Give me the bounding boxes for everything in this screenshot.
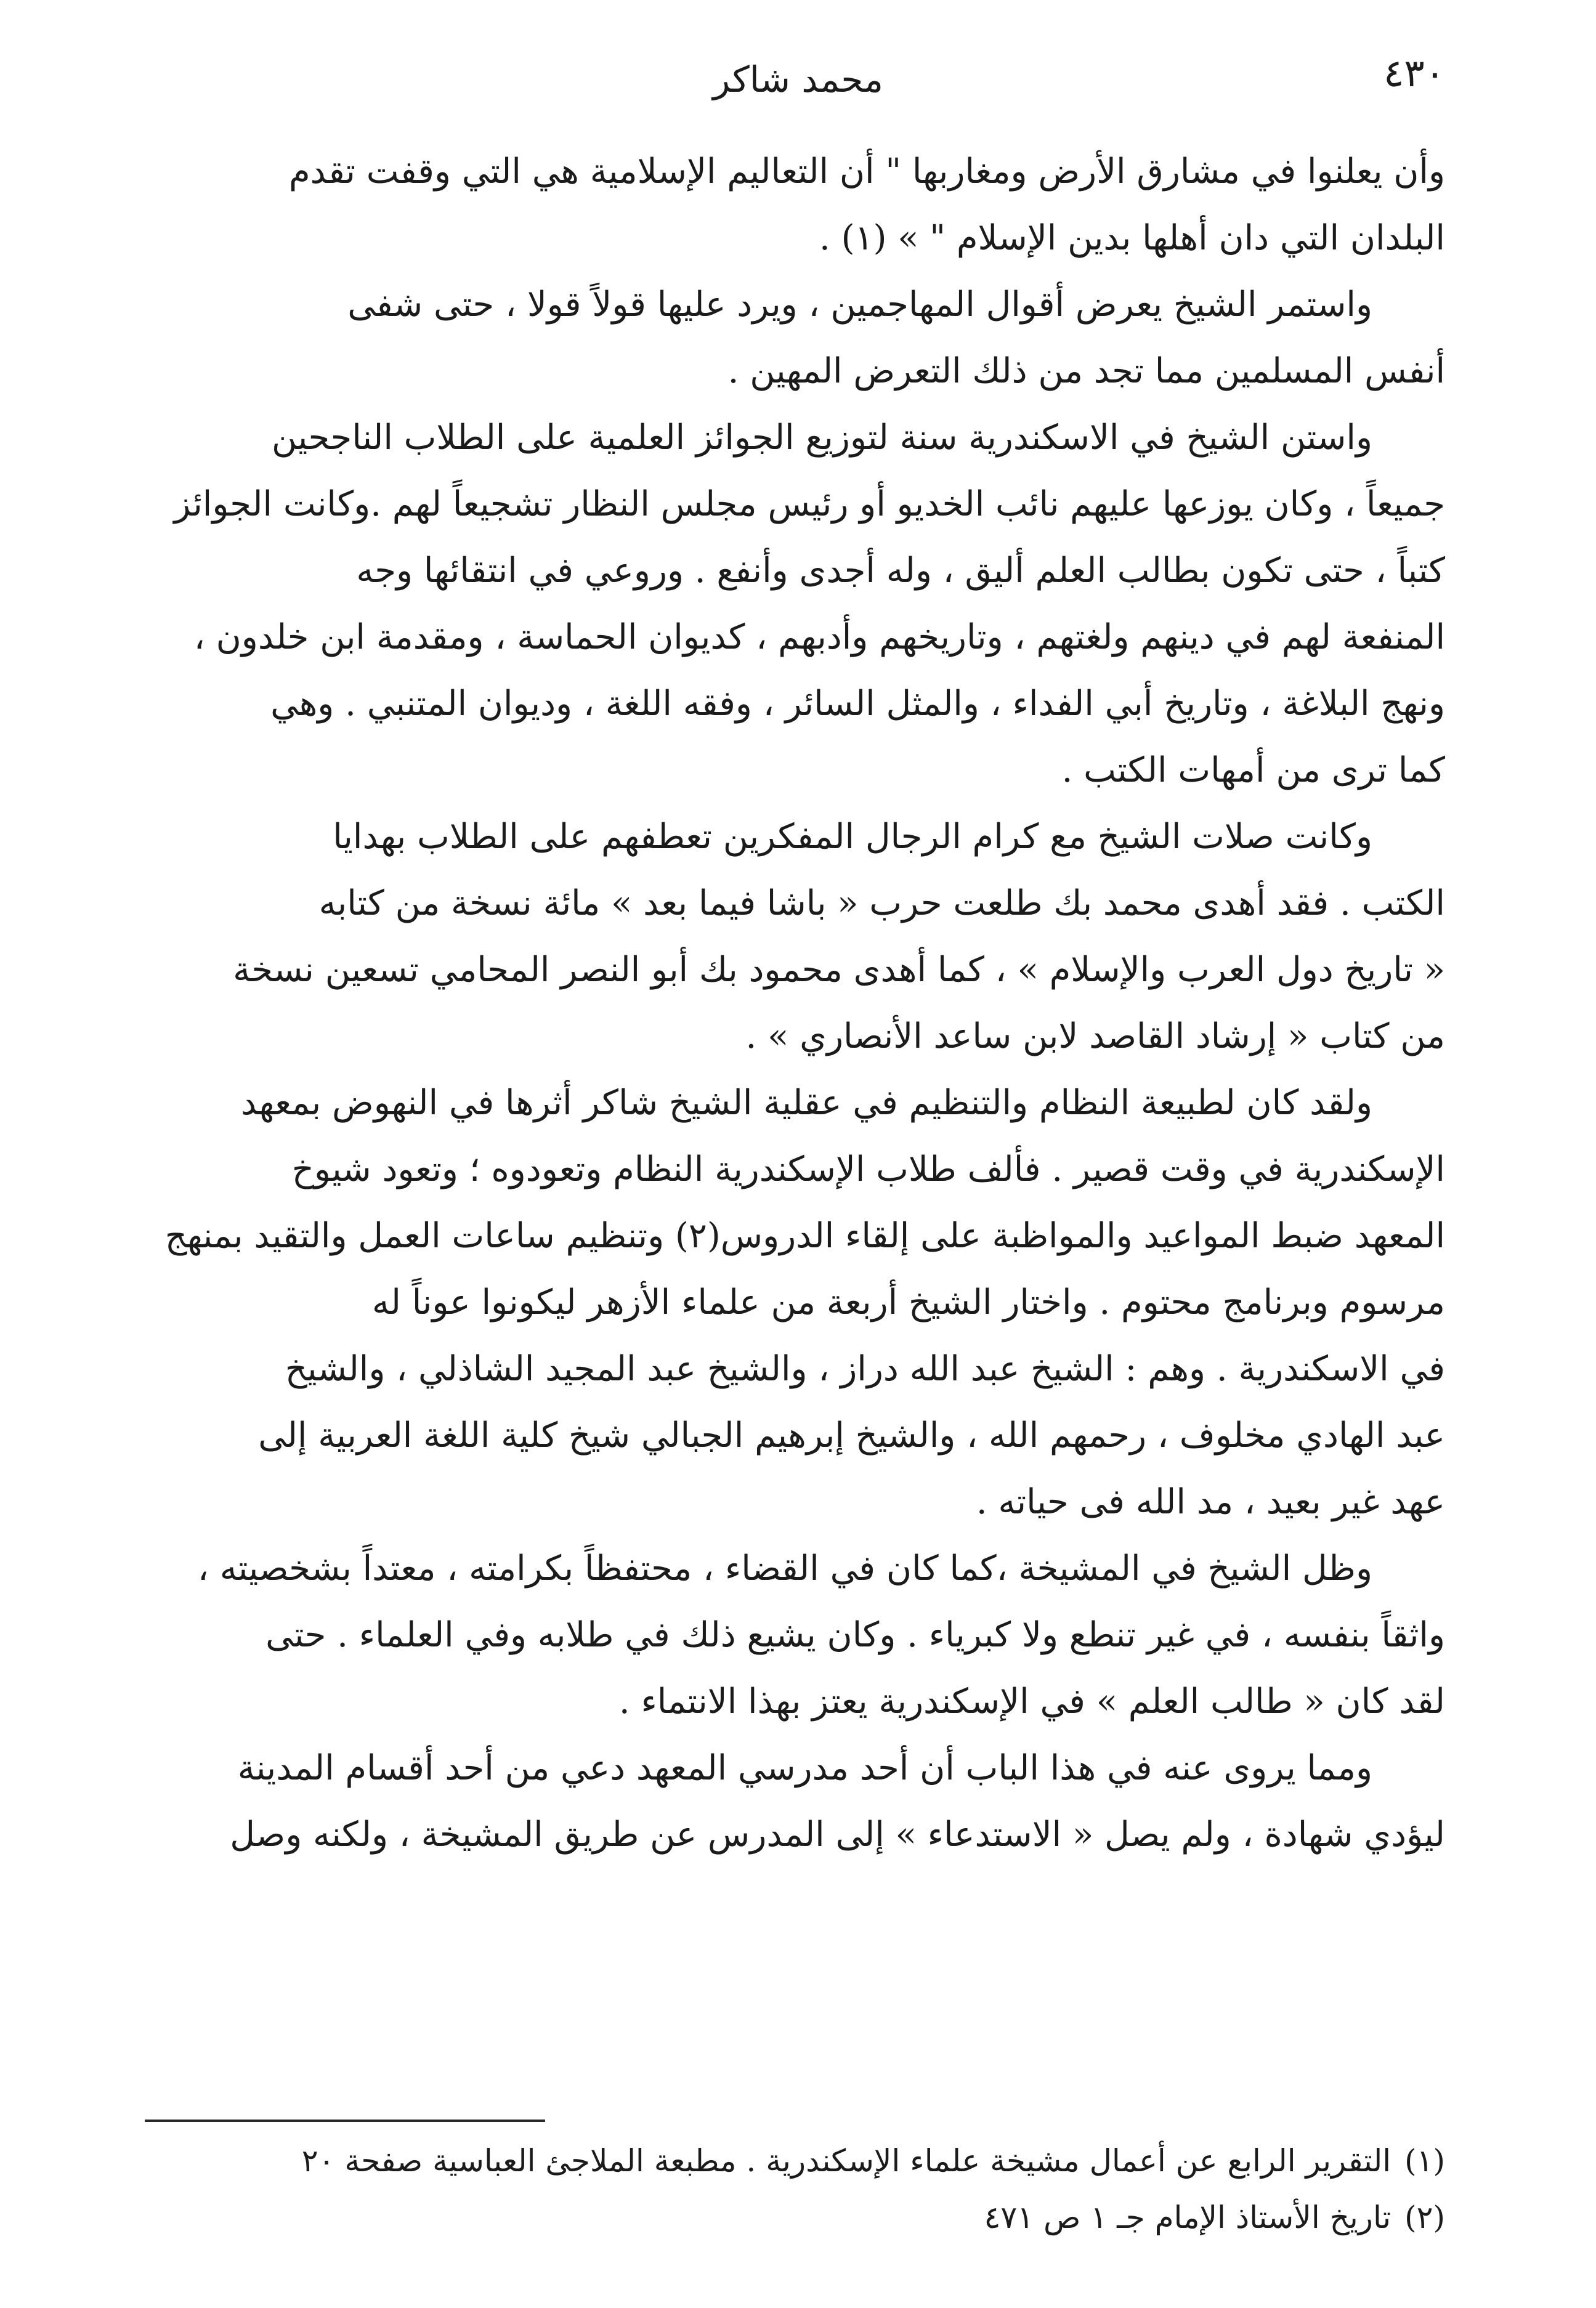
footnotes — [142, 2132, 1445, 2246]
text-line: من كتاب « إرشاد القاصد لابن ساعد الأنصاري » . — [745, 1016, 1445, 1056]
text-line: جميعاً ، وكان يوزعها عليهم نائب الخديو أو رئيس مجلس النظار تشجيعاً لهم .وكانت الجوائز — [174, 484, 1445, 524]
paragraph — [142, 1070, 1445, 1536]
body-text — [142, 139, 1445, 1868]
text-line: أنفس المسلمين مما تجد من ذلك التعرض المهين . — [727, 351, 1445, 391]
text-line: عبد الهادي مخلوف ، رحمهم الله ، والشيخ إبرهيم الجبالي شيخ كلية اللغة العربية إلى — [258, 1415, 1445, 1456]
paragraph — [142, 1536, 1445, 1735]
footnote — [142, 2189, 1445, 2246]
text-line: ومما يروى عنه في هذا الباب أن أحد مدرسي المعهد دعي من أحد أقسام المدينة — [237, 1748, 1372, 1788]
footnote — [142, 2132, 1445, 2189]
text-line: وكانت صلات الشيخ مع كرام الرجال المفكرين تعطفهم على الطلاب بهدايا — [333, 817, 1372, 857]
text-line: كما ترى من أمهات الكتب . — [1061, 750, 1445, 790]
text-line: وظل الشيخ في المشيخة ،كما كان في القضاء ، محتفظاً بكرامته ، معتداً بشخصيته ، — [197, 1549, 1372, 1589]
footnote-marker: (٢) — [1404, 2200, 1445, 2235]
paragraph — [142, 272, 1445, 405]
text-line: كتباً ، حتى تكون بطالب العلم أليق ، وله أجدى وأنفع . وروعي في انتقائها وجه — [356, 551, 1445, 591]
text-line: وأن يعلنوا في مشارق الأرض ومغاربها " أن التعاليم الإسلامية هي التي وقفت تقدم — [288, 152, 1445, 192]
text-line: المنفعة لهم في دينهم ولغتهم ، وتاريخهم وأدبهم ، كديوان الحماسة ، ومقدمة ابن خلدون ، — [193, 617, 1445, 657]
text-line: واستمر الشيخ يعرض أقوال المهاجمين ، ويرد عليها قولاً قولا ، حتى شفى — [347, 285, 1372, 325]
text-line: « تاريخ دول العرب والإسلام » ، كما أهدى محمود بك أبو النصر المحامي تسعين نسخة — [233, 950, 1445, 990]
text-line: ونهج البلاغة ، وتاريخ أبي الفداء ، والمثل السائر ، وفقه اللغة ، وديوان المتنبي . وهي — [270, 684, 1445, 724]
text-line: واستن الشيخ في الاسكندرية سنة لتوزيع الجوائز العلمية على الطلاب الناجحين — [272, 418, 1372, 458]
text-line: المعهد ضبط المواعيد والمواظبة على إلقاء الدروس(٢) وتنظيم ساعات العمل والتقيد بمنهج — [164, 1216, 1445, 1256]
paragraph — [142, 139, 1445, 272]
paragraph — [142, 804, 1445, 1070]
text-line: لقد كان « طالب العلم » في الإسكندرية يعتز بهذا الانتماء . — [618, 1682, 1445, 1722]
text-line: البلدان التي دان أهلها بدين الإسلام " » (١) . — [819, 218, 1445, 258]
text-line: عهد غير بعيد ، مد الله فى حياته . — [976, 1482, 1445, 1522]
running-header-title: محمد شاكر — [713, 59, 883, 100]
text-line: ولقد كان لطبيعة النظام والتنظيم في عقلية الشيخ شاكر أثرها في النهوض بمعهد — [241, 1083, 1372, 1123]
page-number: ٤٣٠ — [1383, 51, 1445, 95]
paragraph — [142, 405, 1445, 804]
paragraph — [142, 1735, 1445, 1868]
footnote-marker: (١) — [1404, 2143, 1445, 2179]
text-line: ليؤدي شهادة ، ولم يصل « الاستدعاء » إلى المدرس عن طريق المشيخة ، ولكنه وصل — [230, 1815, 1445, 1855]
text-line: في الاسكندرية . وهم : الشيخ عبد الله دراز ، والشيخ عبد المجيد الشاذلي ، والشيخ — [285, 1349, 1445, 1389]
text-line: الكتب . فقد أهدى محمد بك طلعت حرب « باشا فيما بعد » مائة نسخة من كتابه — [318, 883, 1445, 923]
footnote-text: تاريخ الأستاذ الإمام جـ ١ ص ٤٧١ — [984, 2200, 1391, 2235]
text-line: مرسوم وبرنامج محتوم . واختار الشيخ أربعة من علماء الأزهر ليكونوا عوناً له — [371, 1282, 1445, 1322]
footnote-separator — [145, 2120, 545, 2122]
footnote-text: التقرير الرابع عن أعمال مشيخة علماء الإسكندرية . مطبعة الملاجئ العباسية صفحة ٢٠ — [301, 2143, 1391, 2179]
text-line: واثقاً بنفسه ، في غير تنطع ولا كبرياء . وكان يشيع ذلك في طلابه وفي العلماء . حتى — [265, 1615, 1445, 1655]
text-line: الإسكندرية في وقت قصير . فألف طلاب الإسكندرية النظام وتعودوه ؛ وتعود شيوخ — [291, 1149, 1445, 1189]
